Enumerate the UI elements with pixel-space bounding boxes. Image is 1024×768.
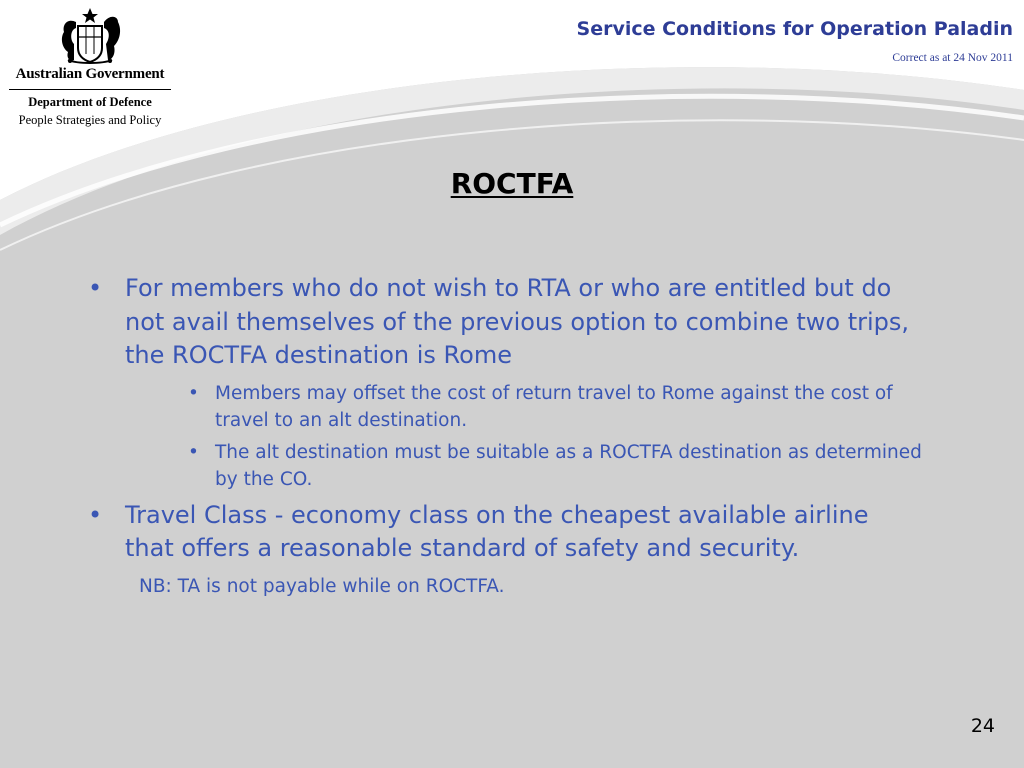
government-logo bbox=[0, 4, 180, 128]
sub-bullet-item bbox=[188, 439, 930, 494]
bullet-text: Travel Class - economy class on the cheapest available airline that offers a reasonable standard of safety and security. bbox=[125, 500, 869, 562]
sub-bullet-text: The alt destination must be suitable as a ROCTFA destination as determined by the CO. bbox=[215, 441, 922, 490]
commonwealth-coat-of-arms-icon bbox=[40, 4, 140, 66]
bullet-item bbox=[88, 499, 915, 566]
bullet-icon: • bbox=[188, 382, 199, 404]
bullet-icon: • bbox=[188, 441, 199, 463]
bullet-icon: • bbox=[88, 500, 103, 529]
bullet-text: For members who do not wish to RTA or who are entitled but do not avail themselves of the previous option to combine two trips, the ROCTFA destination is Rome bbox=[125, 274, 910, 369]
department-name: Department of Defence bbox=[28, 95, 152, 109]
government-name: Australian Government bbox=[15, 66, 165, 82]
bullet-icon: • bbox=[88, 274, 103, 302]
slide-title: ROCTFA bbox=[450, 167, 574, 200]
slide-content bbox=[88, 272, 938, 600]
sub-bullet-list bbox=[188, 380, 938, 494]
division-name: People Strategies and Policy bbox=[18, 113, 162, 127]
page-number: 24 bbox=[970, 715, 995, 737]
presentation-title: Service Conditions for Operation Paladin bbox=[576, 18, 1013, 40]
correct-as-at-date: Correct as at 24 Nov 2011 bbox=[892, 52, 1013, 64]
note-text: NB: TA is not payable while on ROCTFA. bbox=[139, 575, 505, 597]
sub-bullet-text: Members may offset the cost of return travel to Rome against the cost of travel to an alt destination. bbox=[215, 382, 893, 431]
sub-bullet-item bbox=[188, 380, 930, 435]
logo-divider bbox=[9, 89, 171, 90]
bullet-item bbox=[88, 272, 915, 373]
